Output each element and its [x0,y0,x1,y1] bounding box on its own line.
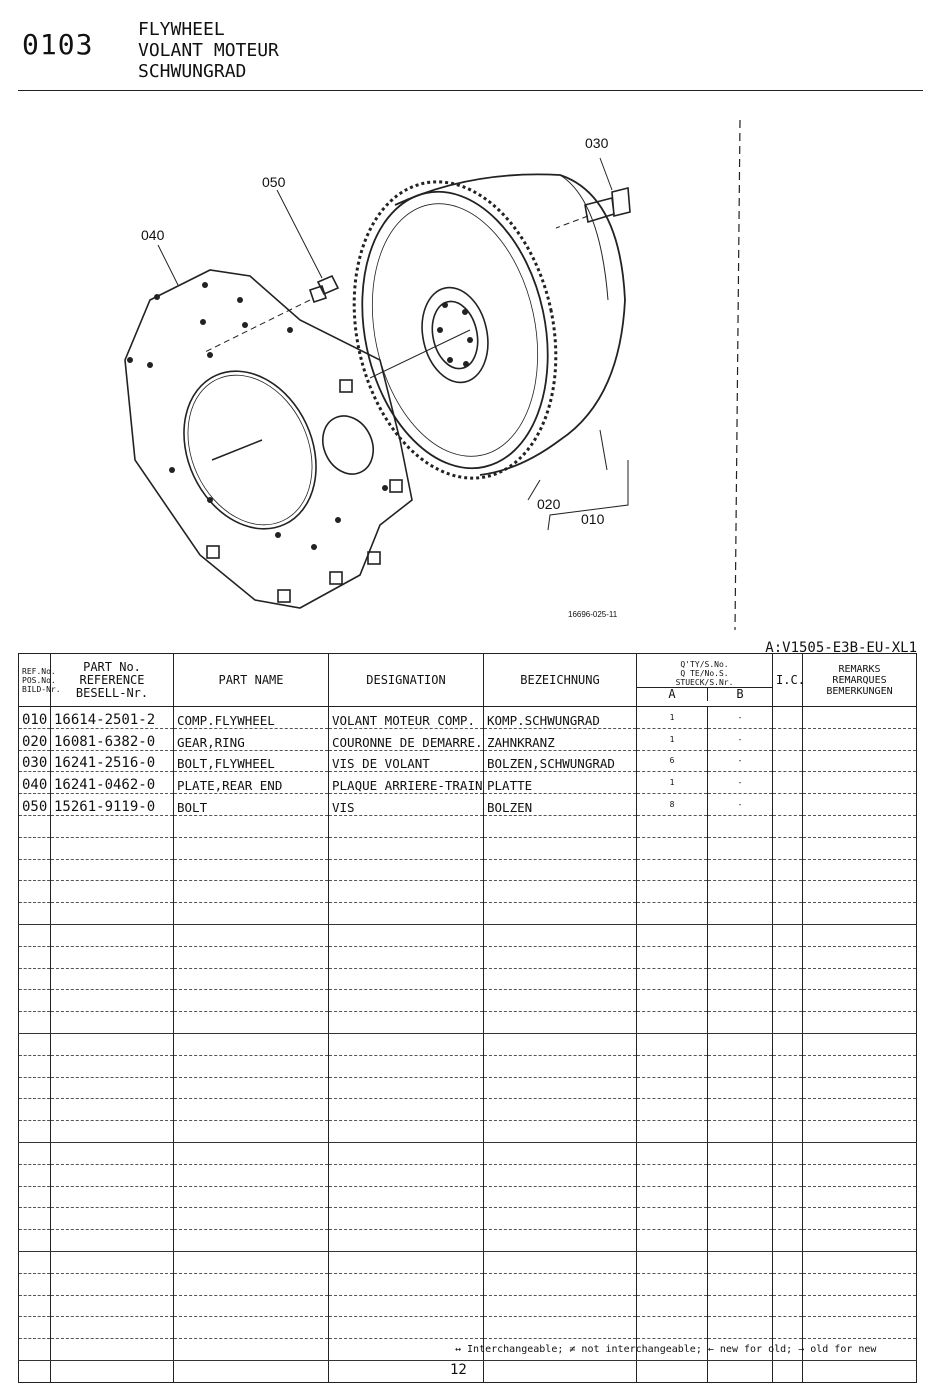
rear-end-plate [125,270,412,608]
empty-table-row [19,881,917,903]
row-qty-a: 1 [637,772,708,794]
row-bezeichnung: BOLZEN,SCHWUNGRAD [484,750,637,772]
flywheel-gear-ring [328,163,582,497]
row-qty-a: 8 [637,794,708,816]
row-qty-b: - [708,794,773,816]
drawing-code: 16696-025-11 [568,610,618,619]
col-qty-b: B [736,686,744,701]
row-part-no: 16614-2501-2 [51,707,174,729]
row-bezeichnung: KOMP.SCHWUNGRAD [484,707,637,729]
row-qty-b: - [708,750,773,772]
callout-030: 030 [585,135,609,151]
table-row [19,707,917,729]
col-name-header: PART NAME [174,654,329,707]
col-remarks-header: REMARKS REMARQUES BEMERKUNGEN [803,654,917,707]
empty-table-row [19,1317,917,1339]
empty-table-row [19,1230,917,1252]
col-ic-header: I.C. [773,654,803,707]
row-ref: 010 [19,707,51,729]
row-bezeichnung: PLATTE [484,772,637,794]
empty-table-row [19,1164,917,1186]
table-body [19,707,917,1383]
empty-table-row [19,837,917,859]
row-designation: PLAQUE ARRIERE-TRAIN [329,772,484,794]
row-ref: 050 [19,794,51,816]
row-qty-b: - [708,772,773,794]
row-part-no: 16081-6382-0 [51,728,174,750]
row-qty-b: - [708,707,773,729]
row-name: COMP.FLYWHEEL [174,707,329,729]
empty-table-row [19,1099,917,1121]
row-part-no: 15261-9119-0 [51,794,174,816]
row-name: BOLT,FLYWHEEL [174,750,329,772]
col-ref-header: REF.No. POS.No. BILD-Nr. [19,654,51,707]
callout-040: 040 [141,227,165,243]
empty-table-row [19,1208,917,1230]
row-ref: 040 [19,772,51,794]
title-french: VOLANT MOTEUR [138,40,279,61]
row-designation: COURONNE DE DEMARRE. [329,728,484,750]
bolt-050 [310,276,338,302]
col-designation-header: DESIGNATION [329,654,484,707]
empty-table-row [19,1273,917,1295]
empty-table-row [19,1055,917,1077]
table-row [19,728,917,750]
title-german: SCHWUNGRAD [138,61,247,82]
row-ref: 020 [19,728,51,750]
empty-table-row [19,968,917,990]
section-number: 0103 [22,28,94,61]
row-designation: VIS DE VOLANT [329,750,484,772]
table-row [19,794,917,816]
table-row [19,750,917,772]
callout-020: 020 [537,496,561,512]
empty-table-row [19,990,917,1012]
empty-table-row [19,1077,917,1099]
row-part-no: 16241-2516-0 [51,750,174,772]
row-designation: VOLANT MOTEUR COMP. [329,707,484,729]
empty-table-row [19,946,917,968]
interchangeability-legend: ↔ Interchangeable; ≠ not interchangeable; ← new for old; → old for new [455,1344,877,1355]
col-qty-header: Q'TY/S.No. Q TE/No.S. STUECK/S.Nr. A B [637,654,773,707]
empty-table-row [19,815,917,837]
empty-table-row [19,1142,917,1164]
empty-table-row [19,1360,917,1382]
row-bezeichnung: ZAHNKRANZ [484,728,637,750]
empty-table-row [19,1295,917,1317]
row-bezeichnung: BOLZEN [484,794,637,816]
plate-bore [159,349,341,550]
row-name: BOLT [174,794,329,816]
exploded-diagram [0,95,950,640]
empty-table-row [19,1033,917,1055]
parts-table [18,653,917,1383]
callout-050: 050 [262,174,286,190]
row-name: PLATE,REAR END [174,772,329,794]
flywheel-hub [414,281,497,388]
row-qty-b: - [708,728,773,750]
model-code: A:V1505-E3B-EU-XL1 [765,640,917,656]
row-qty-a: 1 [637,728,708,750]
header-rule [18,90,923,91]
empty-table-row [19,1012,917,1034]
row-ref: 030 [19,750,51,772]
title-english: FLYWHEEL [138,19,225,40]
row-part-no: 16241-0462-0 [51,772,174,794]
row-qty-a: 6 [637,750,708,772]
row-qty-a: 1 [637,707,708,729]
col-bezeichnung-header: BEZEICHNUNG [484,654,637,707]
empty-table-row [19,1251,917,1273]
page-number: 12 [450,1362,467,1378]
empty-table-row [19,924,917,946]
empty-table-row [19,1121,917,1143]
col-qty-a: A [637,688,708,701]
row-designation: VIS [329,794,484,816]
table-row [19,772,917,794]
callout-010: 010 [581,511,605,527]
col-partno-header: PART No. REFERENCE BESELL-Nr. [51,654,174,707]
table-header-row [19,654,917,707]
empty-table-row [19,1186,917,1208]
empty-table-row [19,903,917,925]
row-name: GEAR,RING [174,728,329,750]
empty-table-row [19,859,917,881]
